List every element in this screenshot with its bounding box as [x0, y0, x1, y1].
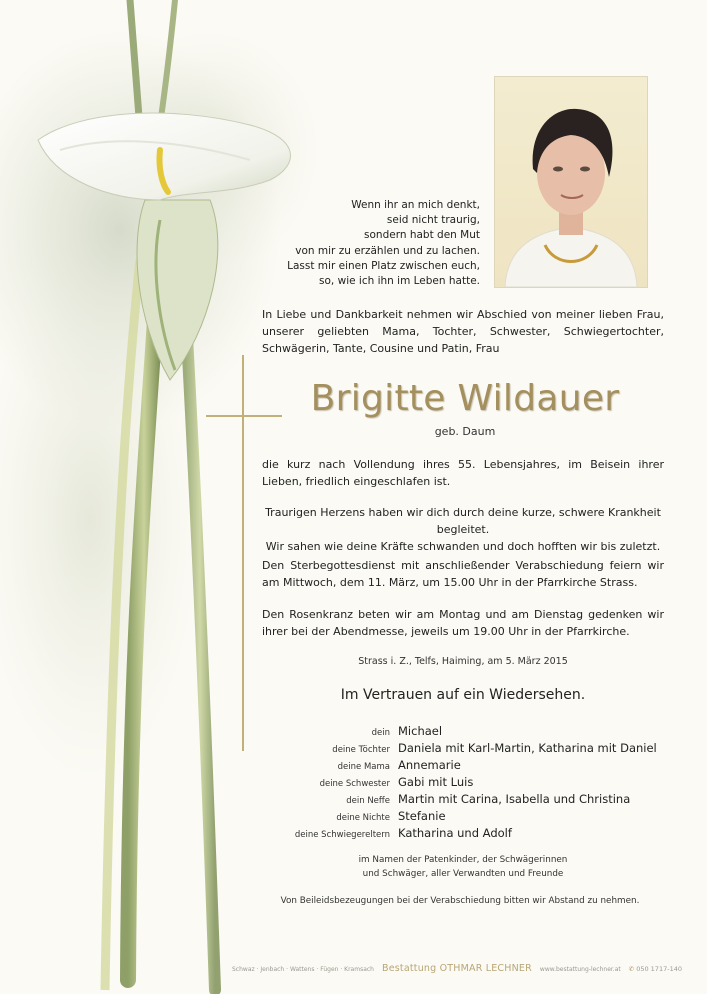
rosary-paragraph: Den Rosenkranz beten wir am Montag und am Dienstag gedenken wir ihrer bei der Abendmesse, jeweils um 19.00 Uhr in der Pfarrkirche. — [262, 608, 664, 638]
portrait-photo — [494, 76, 648, 288]
footer-towns: Schwaz · Jenbach · Wattens · Fügen · Kramsach — [232, 966, 374, 973]
maiden-name: geb. Daum — [434, 425, 496, 438]
poem-line: Lasst mir einen Platz zwischen euch, — [287, 259, 480, 272]
mourner-row — [250, 724, 680, 741]
mourner-names: Michael — [398, 724, 443, 738]
death-paragraph: die kurz nach Vollendung ihres 55. Lebensjahres, im Beisein ihrer Lieben, friedlich eingeschlafen ist. — [262, 458, 664, 488]
mourner-row — [250, 758, 680, 775]
mourner-role: deine Schwester — [319, 779, 390, 789]
footer-phone — [629, 965, 682, 973]
poem-line: so, wie ich ihn im Leben hatte. — [319, 275, 480, 288]
footer-brand: Bestattung OTHMAR LECHNER — [382, 963, 532, 974]
memorial-poem — [250, 198, 480, 289]
reunion-line: Im Vertrauen auf ein Wiedersehen. — [340, 687, 586, 703]
mourner-row — [250, 741, 680, 758]
intro-paragraph: In Liebe und Dankbarkeit nehmen wir Abschied von meiner lieben Frau, unserer geliebten Mama, Tochter, Schwester, Schwiegertochter, Schwägerin, Tante, Cousine und Patin, Frau — [262, 308, 664, 355]
telephone-icon: ✆ — [628, 965, 635, 973]
sorrow-line: Wir sahen wie deine Kräfte schwanden und doch hofften wir bis zuletzt. — [265, 540, 661, 553]
poem-line: sondern habt den Mut — [364, 229, 480, 242]
mourner-row — [250, 809, 680, 826]
sorrow-line: Traurigen Herzens haben wir dich durch deine kurze, schwere Krankheit begleitet. — [265, 506, 661, 536]
condolence-note: Von Beileidsbezeugungen bei der Verabschiedung bitten wir Abstand zu nehmen. — [280, 896, 640, 906]
mourner-role: dein — [371, 728, 390, 738]
place-date: Strass i. Z., Telfs, Haiming, am 5. März 2015 — [358, 656, 568, 667]
mourner-row — [250, 826, 680, 843]
on-behalf-line: und Schwäger, aller Verwandten und Freunde — [362, 869, 564, 879]
mourner-names: Daniela mit Karl-Martin, Katharina mit Daniel — [398, 741, 657, 755]
poem-line: seid nicht traurig, — [386, 214, 480, 227]
mourner-names: Martin mit Carina, Isabella und Christina — [398, 792, 631, 806]
funeral-service-paragraph: Den Sterbegottesdienst mit anschließender Verabschiedung feiern wir am Mittwoch, dem 11. März, um 15.00 Uhr in der Pfarrkirche Strass. — [262, 559, 664, 589]
calla-lily-illustration — [0, 0, 320, 994]
mourner-role: deine Nichte — [336, 813, 390, 823]
mourner-names: Stefanie — [398, 809, 446, 823]
mourner-role: deine Töchter — [332, 745, 390, 755]
mourner-role: dein Neffe — [346, 796, 390, 806]
poem-line: von mir zu erzählen und zu lachen. — [295, 244, 480, 257]
mourner-names: Katharina und Adolf — [398, 826, 512, 840]
mourners-list — [250, 724, 680, 843]
mourner-names: Gabi mit Luis — [398, 775, 474, 789]
footer-phone-number: 050 1717-140 — [636, 965, 682, 973]
poem-line: Wenn ihr an mich denkt, — [351, 199, 480, 211]
cross-horizontal-bar — [206, 415, 282, 417]
on-behalf-of — [262, 853, 664, 881]
mourner-role: deine Mama — [337, 762, 390, 772]
undertaker-footer — [232, 963, 682, 974]
footer-website: www.bestattung-lechner.at — [539, 966, 621, 973]
on-behalf-line: im Namen der Patenkinder, der Schwägerinnen — [358, 855, 568, 865]
mourner-names: Annemarie — [398, 758, 461, 772]
portrait-figure — [495, 77, 647, 287]
deceased-name: Brigitte Wildauer — [310, 378, 620, 419]
sorrow-paragraph — [262, 504, 664, 555]
mourner-row — [250, 775, 680, 792]
mourner-role: deine Schwiegereltern — [294, 830, 390, 840]
mourner-row — [250, 792, 680, 809]
